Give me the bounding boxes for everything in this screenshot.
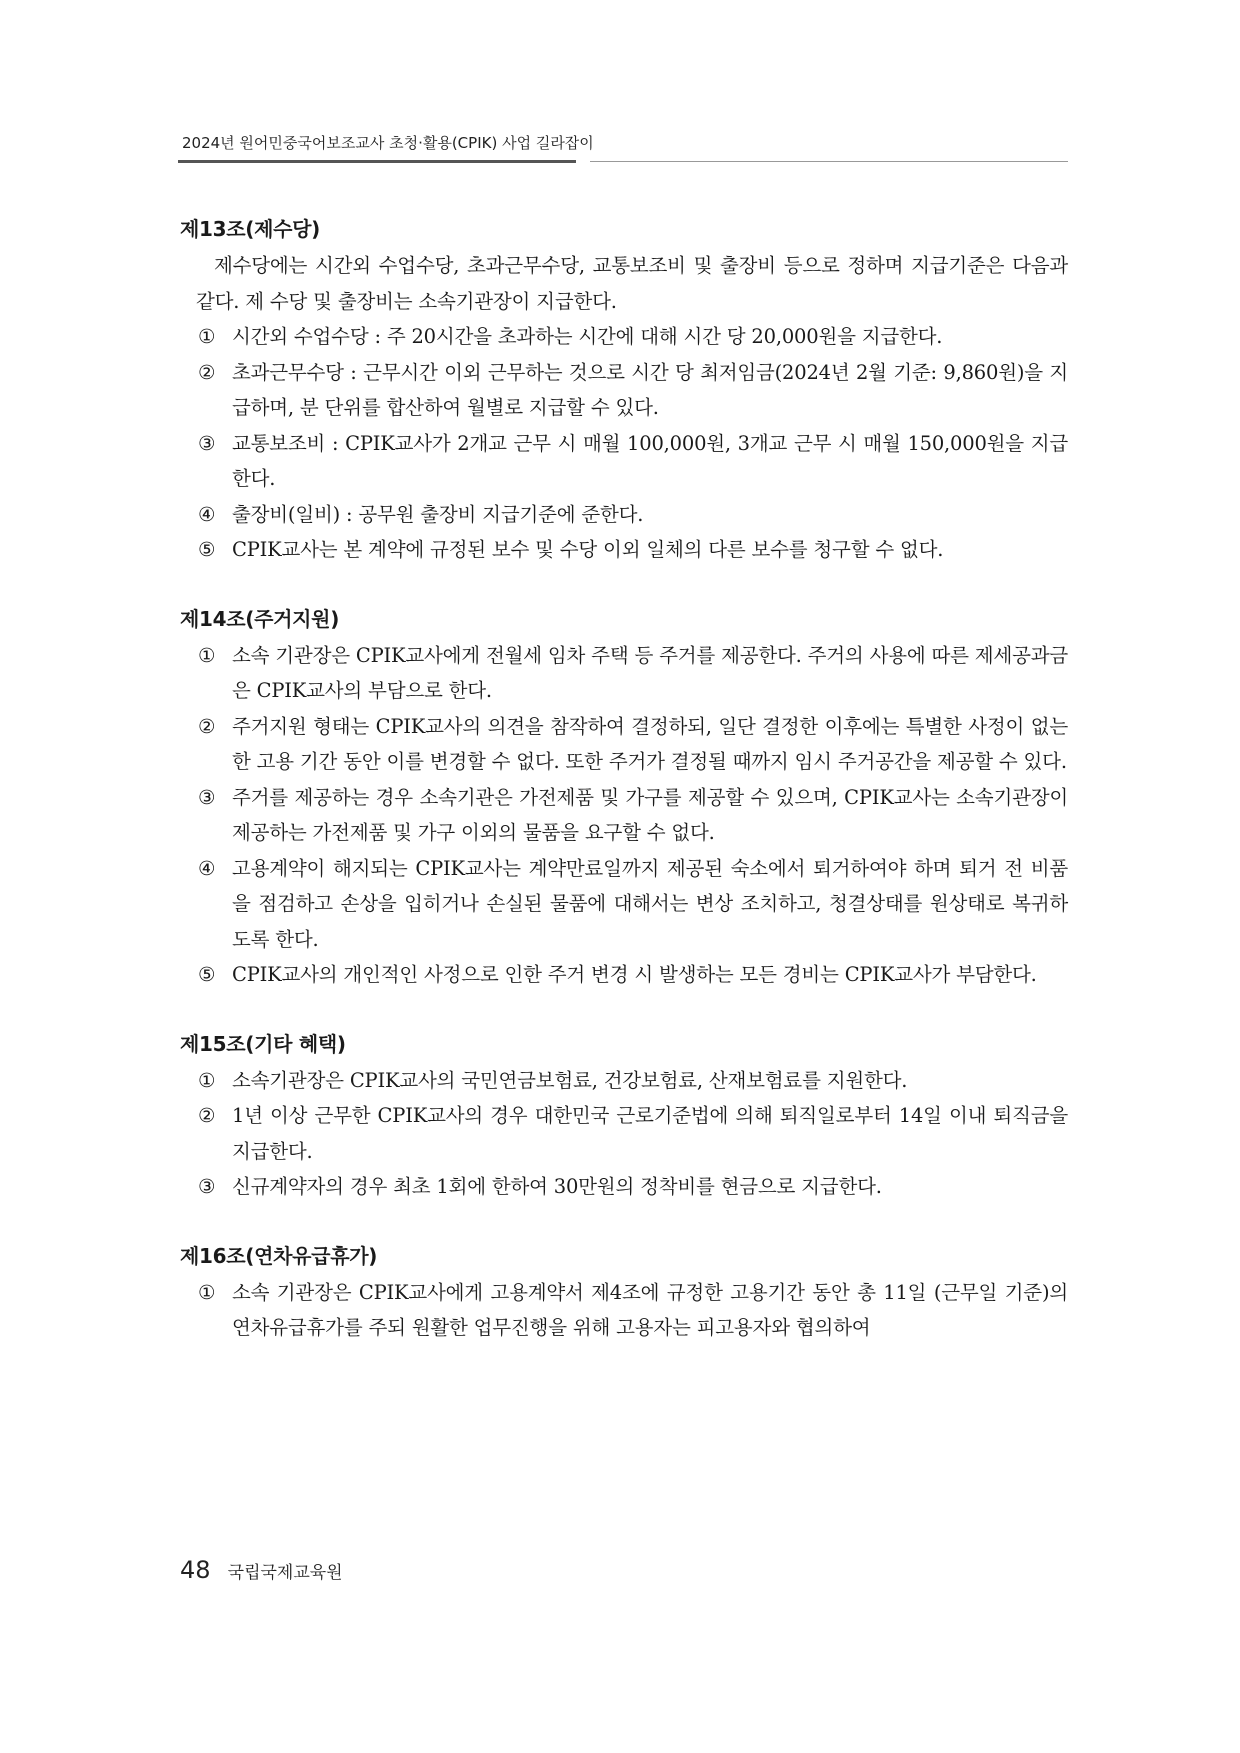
page-footer bbox=[180, 1556, 343, 1584]
item-number: ① bbox=[198, 1068, 216, 1092]
item-text: 주거지원 형태는 CPIK교사의 의견을 참작하여 결정하되, 일단 결정한 이후에는 특별한 사정이 없는 한 고용 기간 동안 이를 변경할 수 없다. 또한 주거가 결정될 때까지 임시 주거공간을 제공할 수 있다. bbox=[232, 714, 1068, 773]
list-item bbox=[180, 1169, 1068, 1205]
article-13 bbox=[180, 212, 1068, 568]
list-item bbox=[180, 319, 1068, 355]
item-number: ③ bbox=[198, 1175, 216, 1198]
item-text: 소속 기관장은 CPIK교사에게 전월세 임차 주택 등 주거를 제공한다. 주거의 사용에 따른 제세공과금은 CPIK교사의 부담으로 한다. bbox=[232, 643, 1068, 702]
item-number: ⑤ bbox=[198, 963, 216, 986]
article-16 bbox=[180, 1239, 1068, 1346]
list-item bbox=[180, 532, 1068, 568]
item-text: 주거를 제공하는 경우 소속기관은 가전제품 및 가구를 제공할 수 있으며, CPIK교사는 소속기관장이 제공하는 가전제품 및 가구 이외의 물품을 요구할 수 없다. bbox=[232, 785, 1068, 844]
item-text: CPIK교사는 본 계약에 규정된 보수 및 수당 이외 일체의 다른 보수를 청구할 수 없다. bbox=[232, 538, 944, 561]
document-body bbox=[180, 212, 1068, 1380]
item-number: ② bbox=[198, 1104, 216, 1127]
list-item bbox=[180, 1275, 1068, 1346]
footer-org-name: 국립국제교육원 bbox=[227, 1563, 343, 1583]
item-number: ④ bbox=[198, 856, 216, 880]
item-number: ③ bbox=[198, 785, 216, 809]
list-item bbox=[180, 426, 1068, 497]
article-title: 제14조(주거지원) bbox=[180, 606, 340, 631]
item-number: ① bbox=[198, 643, 216, 667]
item-number: ① bbox=[198, 1280, 216, 1304]
item-text: 신규계약자의 경우 최초 1회에 한하여 30만원의 정착비를 현금으로 지급한다. bbox=[232, 1175, 882, 1198]
article-15 bbox=[180, 1027, 1068, 1205]
header-rule-thick bbox=[178, 160, 576, 163]
list-item bbox=[180, 355, 1068, 426]
list-item bbox=[180, 957, 1068, 993]
list-item bbox=[180, 780, 1068, 851]
item-text: 소속 기관장은 CPIK교사에게 고용계약서 제4조에 규정한 고용기간 동안 총 11일 (근무일 기준)의 연차유급휴가를 주되 원활한 업무진행을 위해 고용자는 피고용자와 협의하여 bbox=[232, 1280, 1068, 1339]
list-item bbox=[180, 497, 1068, 533]
item-number: ② bbox=[198, 360, 216, 384]
item-number: ① bbox=[198, 325, 216, 348]
list-item bbox=[180, 638, 1068, 709]
header-rule-thin bbox=[590, 161, 1068, 162]
item-text: 시간외 수업수당 : 주 20시간을 초과하는 시간에 대해 시간 당 20,000원을 지급한다. bbox=[232, 325, 943, 348]
item-text: 소속기관장은 CPIK교사의 국민연금보험료, 건강보험료, 산재보험료를 지원한다. bbox=[232, 1068, 908, 1092]
article-title: 제15조(기타 혜택) bbox=[180, 1031, 346, 1056]
item-text: 고용계약이 해지되는 CPIK교사는 계약만료일까지 제공된 숙소에서 퇴거하여야 하며 퇴거 전 비품을 점검하고 손상을 입히거나 손실된 물품에 대해서는 변상 조치하고, 청결상태를 원상태로 복귀하도록 한다. bbox=[232, 856, 1068, 951]
list-item bbox=[180, 1063, 1068, 1099]
article-14 bbox=[180, 602, 1068, 993]
item-number: ② bbox=[198, 714, 216, 738]
page-number: 48 bbox=[180, 1556, 211, 1584]
item-number: ⑤ bbox=[198, 538, 216, 561]
list-item bbox=[180, 851, 1068, 958]
item-text: 교통보조비 : CPIK교사가 2개교 근무 시 매월 100,000원, 3개교 근무 시 매월 150,000원을 지급한다. bbox=[232, 431, 1068, 490]
item-text: CPIK교사의 개인적인 사정으로 인한 주거 변경 시 발생하는 모든 경비는 CPIK교사가 부담한다. bbox=[232, 963, 1037, 986]
article-title: 제16조(연차유급휴가) bbox=[180, 1243, 378, 1268]
header-title: 2024년 원어민중국어보조교사 초청·활용(CPIK) 사업 길라잡이 bbox=[182, 134, 594, 152]
list-item bbox=[180, 1098, 1068, 1169]
item-number: ④ bbox=[198, 502, 216, 526]
item-number: ③ bbox=[198, 431, 216, 455]
item-text: 출장비(일비) : 공무원 출장비 지급기준에 준한다. bbox=[232, 502, 644, 526]
item-text: 초과근무수당 : 근무시간 이외 근무하는 것으로 시간 당 최저임금(2024년 2월 기준: 9,860원)을 지급하며, 분 단위를 합산하여 월별로 지급할 수 있다. bbox=[232, 360, 1068, 419]
article-title: 제13조(제수당) bbox=[180, 217, 321, 241]
item-text: 1년 이상 근무한 CPIK교사의 경우 대한민국 근로기준법에 의해 퇴직일로부터 14일 이내 퇴직금을 지급한다. bbox=[232, 1104, 1068, 1163]
article-intro: 제수당에는 시간외 수업수당, 초과근무수당, 교통보조비 및 출장비 등으로 정하며 지급기준은 다음과 같다. 제 수당 및 출장비는 소속기관장이 지급한다. bbox=[196, 254, 1068, 313]
list-item bbox=[180, 709, 1068, 780]
